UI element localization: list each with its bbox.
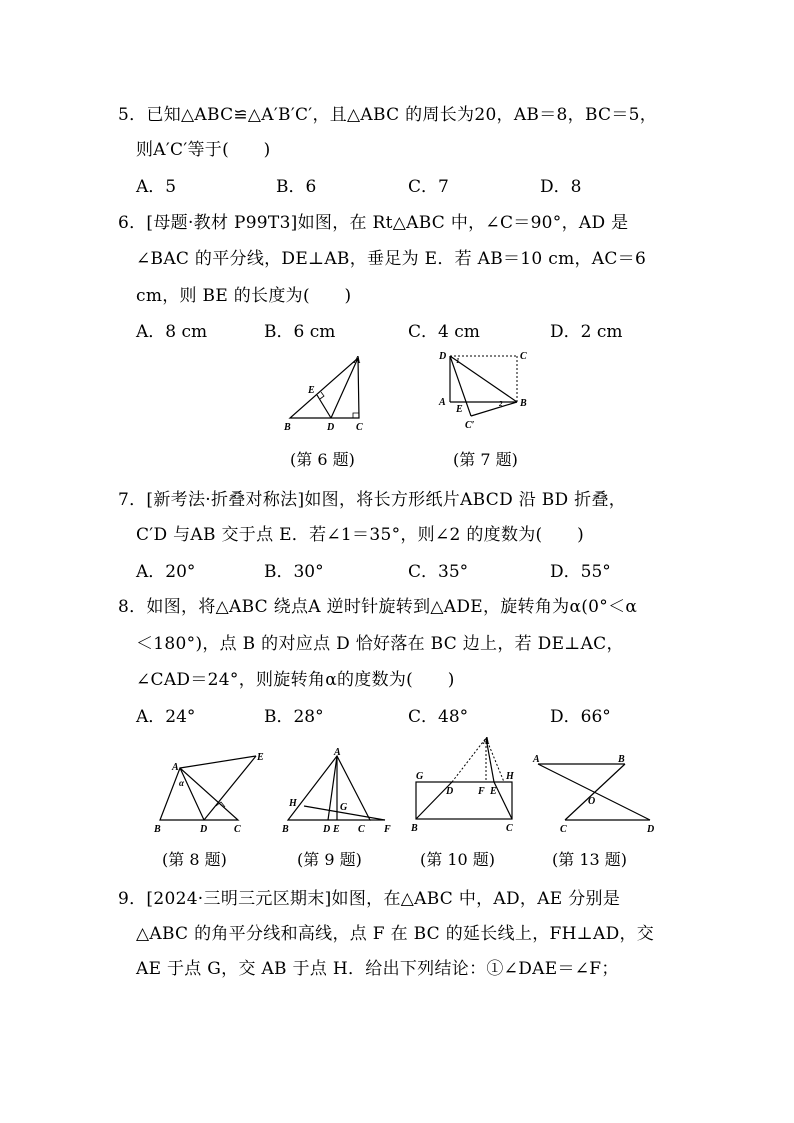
fig9-label-h: H — [289, 798, 297, 809]
q9-line1: 9．[2024·三明三元区期末]如图，在△ABC 中，AD，AE 分别是 — [118, 889, 621, 909]
q7-line2: C′D 与AB 交于点 E．若∠1＝35°，则∠2 的度数为( ) — [136, 525, 585, 545]
q8-option-b: B．28° — [264, 707, 324, 727]
q7-option-a: A．20° — [136, 562, 196, 582]
fig6-right-angle-c — [353, 413, 359, 418]
fig6-label-e: E — [308, 385, 315, 396]
fig7-label-b: B — [520, 398, 527, 409]
fig8-label-b: B — [154, 824, 161, 834]
fig9-label-d: D — [323, 824, 331, 834]
fig7-label-e: E — [456, 404, 463, 415]
q7-option-c: C．35° — [408, 562, 469, 582]
q6-option-d: D．2 cm — [550, 322, 623, 342]
fig8-label-alpha: α — [179, 778, 184, 788]
q5-line2: 则A′C′等于( ) — [136, 140, 271, 160]
fig10-label-f: F — [478, 786, 485, 797]
q8-option-d: D．66° — [550, 707, 611, 727]
fig7-label-c: C — [520, 351, 527, 362]
fig13-label-o: O — [588, 796, 596, 807]
fig10-label-e: E — [490, 786, 497, 797]
figure-7 — [436, 348, 536, 434]
q7-line1: 7．[新考法·折叠对称法]如图，将长方形纸片ABCD 沿 BD 折叠， — [118, 490, 627, 510]
q5-option-d: D．8 — [540, 177, 582, 197]
q6-line2: ∠BAC 的平分线，DE⊥AB，垂足为 E．若 AB＝10 cm，AC＝6 — [136, 249, 647, 269]
q8-line3: ∠CAD＝24°，则旋转角α的度数为( ) — [136, 670, 455, 690]
fig6-segment-de — [317, 395, 331, 418]
q5-option-b: B．6 — [276, 177, 317, 197]
fig8-segment-ae — [180, 756, 256, 768]
q8-option-a: A．24° — [136, 707, 196, 727]
fig8-caption: (第 8 题) — [162, 850, 227, 869]
q6-option-c: C．4 cm — [408, 322, 480, 342]
q9-line2: △ABC 的角平分线和高线，点 F 在 BC 的延长线上，FH⊥AD，交 — [136, 924, 655, 944]
q7-option-b: B．30° — [264, 562, 324, 582]
q5-option-a: A．5 — [136, 177, 177, 197]
fig9-label-c: C — [358, 824, 365, 834]
fig10-rectangle — [416, 782, 512, 819]
q6-line1: 6．[母题·教材 P99T3]如图，在 Rt△ABC 中，∠C＝90°，AD 是 — [118, 213, 629, 233]
q8-option-c: C．48° — [408, 707, 469, 727]
q5-line1: 5．已知△ABC≌△A′B′C′，且△ABC 的周长为20，AB＝8，BC＝5， — [118, 105, 658, 125]
fig9-label-b: B — [282, 824, 289, 834]
fig10-label-c: C — [506, 823, 513, 834]
fig10-segment-ec — [494, 782, 512, 819]
fig9-caption: (第 9 题) — [297, 850, 362, 869]
fig7-segment-c2b — [471, 402, 517, 416]
fig10-caption: (第 10 题) — [420, 850, 496, 869]
fig9-label-f: F — [384, 824, 391, 834]
fig7-diagonal-db — [450, 356, 517, 402]
fig6-right-angle-e — [320, 392, 324, 399]
fig10-label-b: B — [411, 823, 418, 834]
q5-option-c: C．7 — [408, 177, 449, 197]
fig7-label-d: D — [439, 351, 447, 362]
fig13-label-b: B — [618, 754, 625, 765]
fig13-label-c: C — [560, 824, 567, 834]
fig8-label-e: E — [257, 752, 264, 763]
fig7-label-a: A — [439, 397, 446, 408]
q6-option-a: A．8 cm — [136, 322, 208, 342]
q9-line3: AE 于点 G，交 AB 于点 H．给出下列结论：①∠DAE＝∠F； — [136, 959, 619, 979]
q6-line3: cm，则 BE 的长度为( ) — [136, 286, 352, 306]
fig13-segment-bc — [565, 764, 625, 820]
fig13-segment-ad — [538, 764, 650, 820]
fig8-segment-de — [204, 756, 256, 820]
fig10-label-d: D — [446, 786, 454, 797]
fig7-label-angle2: 2 — [499, 400, 503, 408]
fig7-label-c-prime: C′ — [465, 420, 475, 431]
fig6-label-d: D — [327, 422, 335, 433]
figure-9 — [280, 748, 400, 834]
fig13-label-a: A — [533, 754, 540, 765]
q7-option-d: D．55° — [550, 562, 611, 582]
fig8-segment-ad — [180, 768, 204, 820]
fig8-label-c: C — [234, 824, 241, 834]
figure-10 — [408, 732, 526, 834]
fig8-label-a: A — [172, 762, 179, 773]
fig9-label-g: G — [340, 802, 348, 813]
fig6-caption: (第 6 题) — [290, 450, 355, 469]
fig10-label-g: G — [416, 771, 424, 782]
fig6-triangle-abc — [290, 358, 359, 418]
fig6-label-b: B — [284, 422, 291, 433]
figure-13 — [530, 752, 662, 834]
fig10-label-a: A — [483, 736, 490, 747]
fig7-label-angle1: 1 — [456, 357, 460, 365]
q8-line1: 8．如图，将△ABC 绕点A 逆时针旋转到△ADE，旋转角为α(0°＜α — [118, 597, 638, 617]
fig6-segment-ad — [331, 358, 358, 418]
fig9-label-e: E — [333, 824, 340, 834]
fig13-label-d: D — [647, 824, 655, 834]
fig10-label-h: H — [506, 771, 514, 782]
q8-line2: ＜180°)，点 B 的对应点 D 恰好落在 BC 边上，若 DE⊥AC， — [136, 634, 624, 654]
fig6-label-a: A — [354, 355, 361, 366]
figure-6 — [280, 352, 370, 434]
fig7-caption: (第 7 题) — [453, 450, 518, 469]
fig13-caption: (第 13 题) — [552, 850, 628, 869]
fig8-triangle-abc — [160, 768, 238, 820]
fig10-dashed-da — [452, 738, 486, 782]
fig8-label-d: D — [200, 824, 208, 834]
figure-8 — [150, 748, 268, 834]
q6-option-b: B．6 cm — [264, 322, 336, 342]
fig6-label-c: C — [356, 422, 363, 433]
fig9-label-a: A — [334, 748, 341, 758]
